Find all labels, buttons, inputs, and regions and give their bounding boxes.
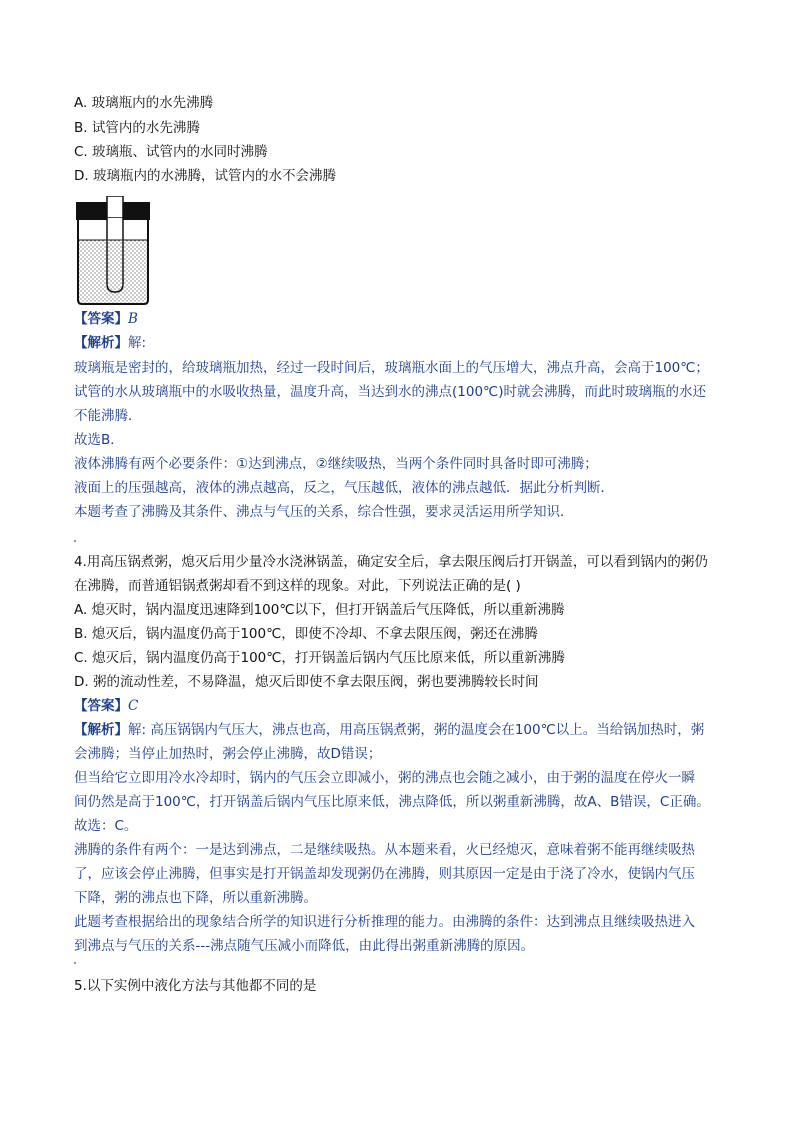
test-tube-top bbox=[107, 196, 123, 218]
q3-note: 液面上的压强越高，液体的沸点越高，反之，气压越低，液体的沸点越低．据此分析判断． bbox=[74, 480, 614, 496]
q4-option-d: D. 粥的流动性差，不易降温，熄灭后即使不拿去限压阀，粥也要沸腾较长时间 bbox=[74, 674, 539, 690]
q3-analysis-line: 玻璃瓶是密封的，给玻璃瓶加热，经过一段时间后，玻璃瓶水面上的气压增大，沸点升高，会高于100℃； bbox=[74, 360, 709, 376]
analysis-tag: 【解析】 bbox=[74, 722, 128, 738]
q3-analysis-line: 不能沸腾． bbox=[74, 408, 142, 424]
answer-value: C bbox=[128, 698, 139, 714]
q4-analysis-line: 间仍然是高于100℃，打开锅盖后锅内气压比原来低，沸点降低，所以粥重新沸腾，故A、B错误，C正确。 bbox=[74, 794, 710, 810]
separator-dot bbox=[74, 540, 76, 542]
q3-answer-line bbox=[74, 309, 138, 329]
q4-analysis-line: 沸腾的条件有两个：一是达到沸点，二是继续吸热。从本题来看，火已经熄灭，意味着粥不能再继续吸热 bbox=[74, 842, 695, 858]
answer-tag: 【答案】 bbox=[74, 698, 128, 714]
q4-stem: 4.用高压锅煮粥，熄灭后用少量冷水浇淋锅盖，确定安全后，拿去限压阀后打开锅盖，可以看到锅内的粥仍 bbox=[74, 554, 708, 570]
q3-option-a: A. 玻璃瓶内的水先沸腾 bbox=[74, 95, 214, 111]
apparatus-figure bbox=[74, 196, 154, 306]
q5-stem: 5.以下实例中液化方法与其他都不同的是 bbox=[74, 978, 317, 994]
q4-answer-line bbox=[74, 696, 138, 716]
q3-option-c: C. 玻璃瓶、试管内的水同时沸腾 bbox=[74, 144, 268, 160]
q3-analysis-line: 试管的水从玻璃瓶中的水吸收热量，温度升高，当达到水的沸点(100℃)时就会沸腾，而此时玻璃瓶的水还 bbox=[74, 384, 706, 400]
q4-analysis-line: 会沸腾；当停止加热时，粥会停止沸腾，故D错误； bbox=[74, 746, 382, 762]
test-tube-water bbox=[108, 240, 122, 291]
q4-option-a: A. 熄灭时，锅内温度迅速降到100℃以下，但打开锅盖后气压降低，所以重新沸腾 bbox=[74, 602, 565, 618]
q3-option-d: D. 玻璃瓶内的水沸腾，试管内的水不会沸腾 bbox=[74, 168, 336, 184]
q4-choose: 故选：C。 bbox=[74, 818, 138, 834]
q4-stem: 在沸腾，而普通铝锅煮粥却看不到这样的现象。对此，下列说法正确的是( ) bbox=[74, 578, 521, 594]
q4-analysis-line: 了，应该会停止沸腾，但事实是打开锅盖却发现粥仍在沸腾，则其原因一定是由于浇了冷水，使锅内气压 bbox=[74, 866, 695, 882]
q3-note: 液体沸腾有两个必要条件：①达到沸点，②继续吸热，当两个条件同时具备时即可沸腾； bbox=[74, 456, 598, 472]
answer-value: B bbox=[128, 311, 138, 327]
q3-analysis-head: 【解析】解: bbox=[74, 335, 147, 351]
q4-analysis-line: 但当给它立即用冷水冷却时，锅内的气压会立即减小，粥的沸点也会随之减小，由于粥的温度在停火一瞬 bbox=[74, 770, 695, 786]
answer-tag: 【答案】 bbox=[74, 311, 128, 327]
q4-analysis-line: 到沸点与气压的关系---沸点随气压减小而降低，由此得出粥重新沸腾的原因。 bbox=[74, 938, 535, 954]
q4-analysis-line: 此题考查根据给出的现象结合所学的知识进行分析推理的能力。由沸腾的条件：达到沸点且继续吸热进入 bbox=[74, 914, 695, 930]
q3-note: 本题考查了沸腾及其条件、沸点与气压的关系，综合性强，要求灵活运用所学知识． bbox=[74, 504, 574, 520]
analysis-tag: 【解析】 bbox=[74, 335, 128, 351]
q4-option-c: C. 熄灭后，锅内温度仍高于100℃，打开锅盖后锅内气压比原来低，所以重新沸腾 bbox=[74, 650, 565, 666]
q3-choose: 故选B． bbox=[74, 432, 124, 448]
q4-option-b: B. 熄灭后，锅内温度仍高于100℃，即使不冷却、不拿去限压阀，粥还在沸腾 bbox=[74, 626, 538, 642]
q3-option-b: B. 试管内的水先沸腾 bbox=[74, 120, 200, 136]
q4-analysis-head: 【解析】解: 高压锅锅内气压大，沸点也高，用高压锅煮粥，粥的温度会在100℃以上。当给锅加热时，粥 bbox=[74, 722, 705, 738]
q4-analysis-line: 下降，粥的沸点也下降，所以重新沸腾。 bbox=[74, 890, 317, 906]
separator-dot bbox=[74, 962, 76, 964]
